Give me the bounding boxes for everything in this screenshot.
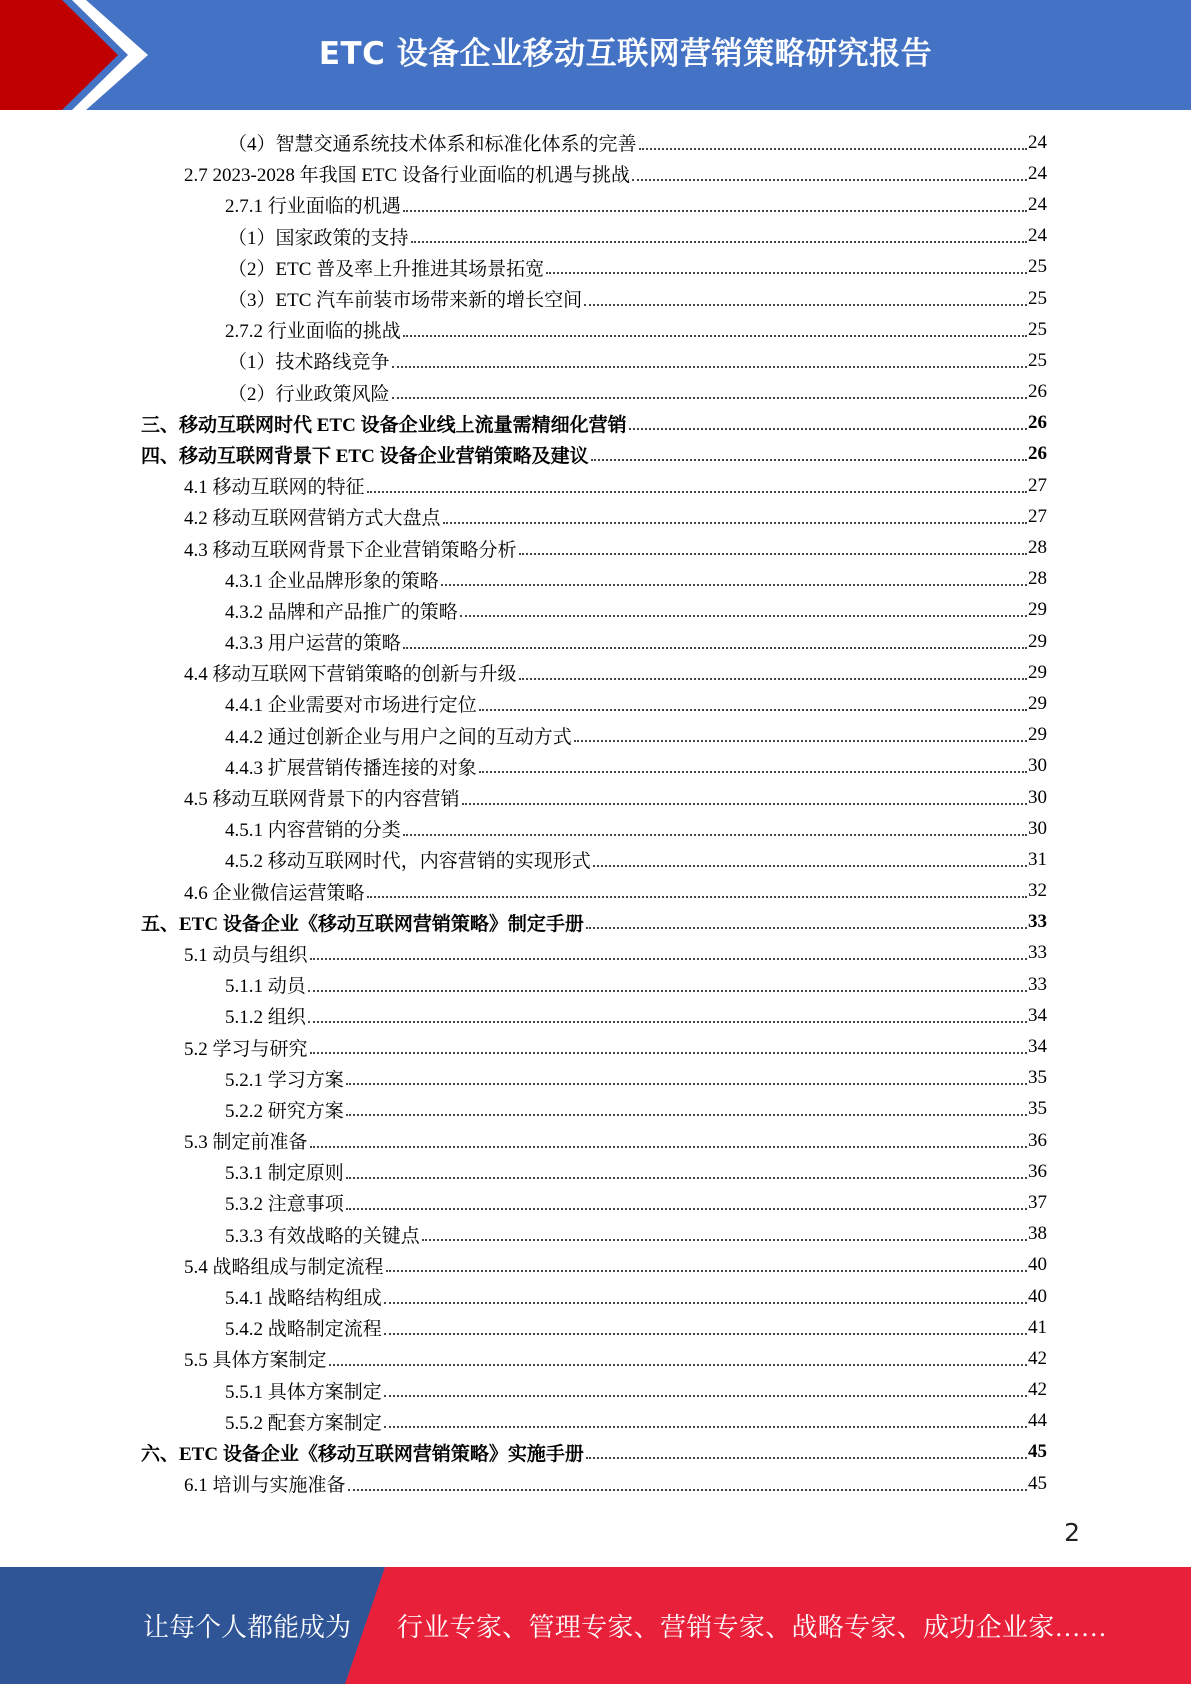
toc-entry[interactable] [0,720,1083,751]
toc-entry-label: 6.1 培训与实施准备 [184,1475,346,1497]
toc-entry-page: 40 [1028,1254,1047,1276]
toc-dot-leader [384,1395,1027,1397]
toc-entry-page: 40 [1028,1285,1047,1307]
toc-entry[interactable] [0,127,1083,158]
toc-dot-leader [310,1052,1027,1054]
toc-entry[interactable] [0,1468,1083,1499]
toc-entry[interactable] [0,844,1083,875]
toc-entry-page: 36 [1028,1129,1047,1151]
toc-entry-label: 4.4.1 企业需要对市场进行定位 [225,695,477,717]
toc-entry[interactable] [0,1000,1083,1031]
toc-entry-page: 44 [1028,1410,1047,1432]
table-of-contents [0,127,1083,1499]
toc-entry-page: 31 [1028,848,1047,870]
toc-dot-leader [384,1426,1027,1428]
toc-dot-leader [519,553,1027,555]
toc-dot-leader [441,584,1027,586]
toc-entry-label: 4.5.1 内容营销的分类 [225,820,401,842]
toc-entry-label: 4.5 移动互联网背景下的内容营销 [184,789,460,811]
toc-entry[interactable] [0,1406,1083,1437]
toc-entry[interactable] [0,1281,1083,1312]
toc-dot-leader [367,491,1027,493]
toc-entry-label: 2.7 2023-2028 年我国 ETC 设备行业面临的机遇与挑战 [184,165,630,187]
toc-entry-label: 4.4.3 扩展营销传播连接的对象 [225,757,477,779]
toc-dot-leader [546,272,1027,274]
toc-entry-label: 5.2 学习与研究 [184,1038,308,1060]
report-title: ETC 设备企业移动互联网营销策略研究报告 [318,35,933,72]
toc-entry-page: 25 [1028,287,1047,309]
toc-entry-page: 30 [1028,817,1047,839]
toc-dot-leader [591,459,1027,461]
toc-entry[interactable] [0,688,1083,719]
toc-entry-label: 4.3.1 企业品牌形象的策略 [225,570,439,592]
toc-entry-label: 4.4 移动互联网下营销策略的创新与升级 [184,664,517,686]
toc-entry[interactable] [0,1375,1083,1406]
toc-entry[interactable] [0,1125,1083,1156]
toc-entry[interactable] [0,938,1083,969]
toc-dot-leader [422,1239,1027,1241]
toc-entry[interactable] [0,969,1083,1000]
toc-entry-page: 38 [1028,1223,1047,1245]
toc-entry-label: 5.5.2 配套方案制定 [225,1412,382,1434]
toc-entry[interactable] [0,595,1083,626]
toc-entry-label: 5.5.1 具体方案制定 [225,1381,382,1403]
toc-entry-page: 25 [1028,318,1047,340]
toc-entry[interactable] [0,1343,1083,1374]
toc-entry-page: 33 [1028,942,1047,964]
toc-entry-page: 35 [1028,1098,1047,1120]
toc-entry[interactable] [0,1219,1083,1250]
toc-entry[interactable] [0,532,1083,563]
toc-dot-leader [346,1208,1027,1210]
toc-entry-label: 5.3.1 制定原则 [225,1163,344,1185]
toc-entry-page: 30 [1028,755,1047,777]
toc-entry-label: （2）行业政策风险 [228,383,390,405]
toc-entry[interactable] [0,377,1083,408]
toc-entry[interactable] [0,1187,1083,1218]
toc-entry[interactable] [0,189,1083,220]
toc-dot-leader [574,740,1027,742]
toc-entry-label: 2.7.2 行业面临的挑战 [225,321,401,343]
toc-entry-page: 27 [1028,474,1047,496]
toc-entry[interactable] [0,1094,1083,1125]
toc-entry-label: 4.4.2 通过创新企业与用户之间的互动方式 [225,726,572,748]
toc-dot-leader [629,428,1027,430]
toc-entry[interactable] [0,158,1083,189]
toc-entry-label: 5.5 具体方案制定 [184,1350,327,1372]
toc-dot-leader [443,522,1027,524]
footer-slogan-left: 让每个人都能成为 [143,1613,352,1642]
toc-entry-page: 34 [1028,1036,1047,1058]
toc-dot-leader [632,179,1027,181]
toc-entry-label: （4）智慧交通系统技术体系和标准化体系的完善 [228,134,637,156]
toc-dot-leader [308,990,1027,992]
toc-entry-page: 24 [1028,162,1047,184]
toc-entry[interactable] [0,1063,1083,1094]
toc-entry[interactable] [0,782,1083,813]
toc-dot-leader [329,1364,1027,1366]
toc-entry-label: 4.6 企业微信运营策略 [184,882,365,904]
toc-entry-page: 33 [1028,911,1047,933]
toc-dot-leader [479,771,1027,773]
toc-entry-page: 24 [1028,131,1047,153]
toc-dot-leader [348,1489,1027,1491]
toc-entry-label: 5.2.2 研究方案 [225,1100,344,1122]
toc-dot-leader [586,927,1027,929]
toc-entry-page: 28 [1028,568,1047,590]
toc-entry[interactable] [0,283,1083,314]
toc-entry-page: 29 [1028,661,1047,683]
toc-entry-page: 36 [1028,1160,1047,1182]
toc-entry-label: 4.2 移动互联网营销方式大盘点 [184,508,441,530]
toc-entry-page: 26 [1028,443,1047,465]
toc-entry-label: 5.1.1 动员 [225,976,306,998]
toc-dot-leader [346,1177,1027,1179]
toc-dot-leader [346,1083,1027,1085]
toc-entry-page: 27 [1028,505,1047,527]
toc-entry-page: 26 [1028,381,1047,403]
page-number: 2 [1064,1518,1080,1547]
toc-entry-page: 25 [1028,256,1047,278]
toc-entry-page: 29 [1028,630,1047,652]
toc-entry[interactable] [0,626,1083,657]
toc-dot-leader [392,366,1027,368]
toc-entry-page: 30 [1028,786,1047,808]
toc-entry-label: 5.3.2 注意事项 [225,1194,344,1216]
toc-entry[interactable] [0,345,1083,376]
toc-entry-page: 41 [1028,1316,1047,1338]
toc-entry-page: 29 [1028,724,1047,746]
toc-entry-label: 5.4.2 战略制定流程 [225,1319,382,1341]
toc-dot-leader [479,709,1027,711]
toc-dot-leader [367,896,1027,898]
toc-dot-leader [403,210,1027,212]
toc-entry-label: 4.3.3 用户运营的策略 [225,633,401,655]
toc-dot-leader [593,865,1027,867]
toc-dot-leader [639,148,1027,150]
toc-entry-label: 4.3.2 品牌和产品推广的策略 [225,601,458,623]
toc-entry-label: （2）ETC 普及率上升推进其场景拓宽 [228,258,545,280]
toc-entry-page: 29 [1028,599,1047,621]
toc-entry-page: 29 [1028,692,1047,714]
toc-entry-page: 32 [1028,880,1047,902]
toc-entry-label: （1）国家政策的支持 [228,227,409,249]
toc-entry[interactable] [0,657,1083,688]
toc-dot-leader [462,803,1027,805]
toc-entry[interactable] [0,439,1083,470]
toc-entry[interactable] [0,470,1083,501]
toc-entry-label: 三、移动互联网时代 ETC 设备企业线上流量需精细化营销 [141,414,627,436]
toc-entry[interactable] [0,1250,1083,1281]
page-footer [0,1567,1191,1684]
toc-entry-page: 35 [1028,1067,1047,1089]
toc-dot-leader [310,1146,1027,1148]
toc-entry[interactable] [0,813,1083,844]
toc-dot-leader [346,1114,1027,1116]
toc-entry-label: 4.3 移动互联网背景下企业营销策略分析 [184,539,517,561]
toc-entry-label: 5.4.1 战略结构组成 [225,1288,382,1310]
toc-entry[interactable] [0,751,1083,782]
toc-dot-leader [308,1021,1027,1023]
toc-entry[interactable] [0,564,1083,595]
toc-entry-page: 42 [1028,1379,1047,1401]
toc-dot-leader [411,241,1027,243]
toc-entry[interactable] [0,252,1083,283]
toc-entry[interactable] [0,876,1083,907]
toc-entry-label: 5.4 战略组成与制定流程 [184,1256,384,1278]
toc-entry[interactable] [0,314,1083,345]
toc-dot-leader [386,1270,1027,1272]
toc-entry-label: 五、ETC 设备企业《移动互联网营销策略》制定手册 [141,913,584,935]
toc-entry-page: 25 [1028,349,1047,371]
toc-dot-leader [310,958,1027,960]
toc-entry-page: 24 [1028,225,1047,247]
toc-entry-label: 5.1 动员与组织 [184,944,308,966]
toc-entry[interactable] [0,408,1083,439]
toc-entry-page: 26 [1028,412,1047,434]
toc-entry[interactable] [0,1156,1083,1187]
toc-dot-leader [519,678,1027,680]
toc-entry-page: 34 [1028,1004,1047,1026]
toc-entry-label: 5.3 制定前准备 [184,1132,308,1154]
toc-dot-leader [392,397,1027,399]
footer-slogan-right: 行业专家、管理专家、营销专家、战略专家、成功企业家…… [397,1613,1108,1642]
toc-entry-label: （3）ETC 汽车前装市场带来新的增长空间 [228,290,583,312]
toc-entry-page: 37 [1028,1191,1047,1213]
toc-dot-leader [584,304,1027,306]
toc-entry[interactable] [0,907,1083,938]
toc-entry-label: 5.3.3 有效战略的关键点 [225,1225,420,1247]
toc-entry[interactable] [0,1312,1083,1343]
toc-entry-page: 33 [1028,973,1047,995]
toc-entry-label: 2.7.1 行业面临的机遇 [225,196,401,218]
toc-entry-page: 24 [1028,193,1047,215]
toc-entry-label: 4.5.2 移动互联网时代，内容营销的实现形式 [225,851,591,873]
toc-entry[interactable] [0,1031,1083,1062]
toc-entry[interactable] [0,1437,1083,1468]
toc-entry-label: （1）技术路线竞争 [228,352,390,374]
toc-entry-label: 六、ETC 设备企业《移动互联网营销策略》实施手册 [141,1443,584,1465]
toc-entry-label: 5.2.1 学习方案 [225,1069,344,1091]
toc-entry[interactable] [0,221,1083,252]
toc-entry-page: 45 [1028,1472,1047,1494]
toc-entry-page: 28 [1028,537,1047,559]
toc-entry-label: 5.1.2 组织 [225,1007,306,1029]
toc-dot-leader [403,647,1027,649]
toc-dot-leader [384,1333,1027,1335]
toc-dot-leader [403,335,1027,337]
toc-entry-page: 42 [1028,1347,1047,1369]
toc-entry-page: 45 [1028,1441,1047,1463]
toc-dot-leader [403,834,1027,836]
toc-entry-label: 四、移动互联网背景下 ETC 设备企业营销策略及建议 [141,445,589,467]
toc-dot-leader [460,615,1027,617]
toc-entry-label: 4.1 移动互联网的特征 [184,477,365,499]
toc-dot-leader [586,1457,1027,1459]
toc-dot-leader [384,1302,1027,1304]
toc-entry[interactable] [0,501,1083,532]
page-header [0,0,1191,110]
